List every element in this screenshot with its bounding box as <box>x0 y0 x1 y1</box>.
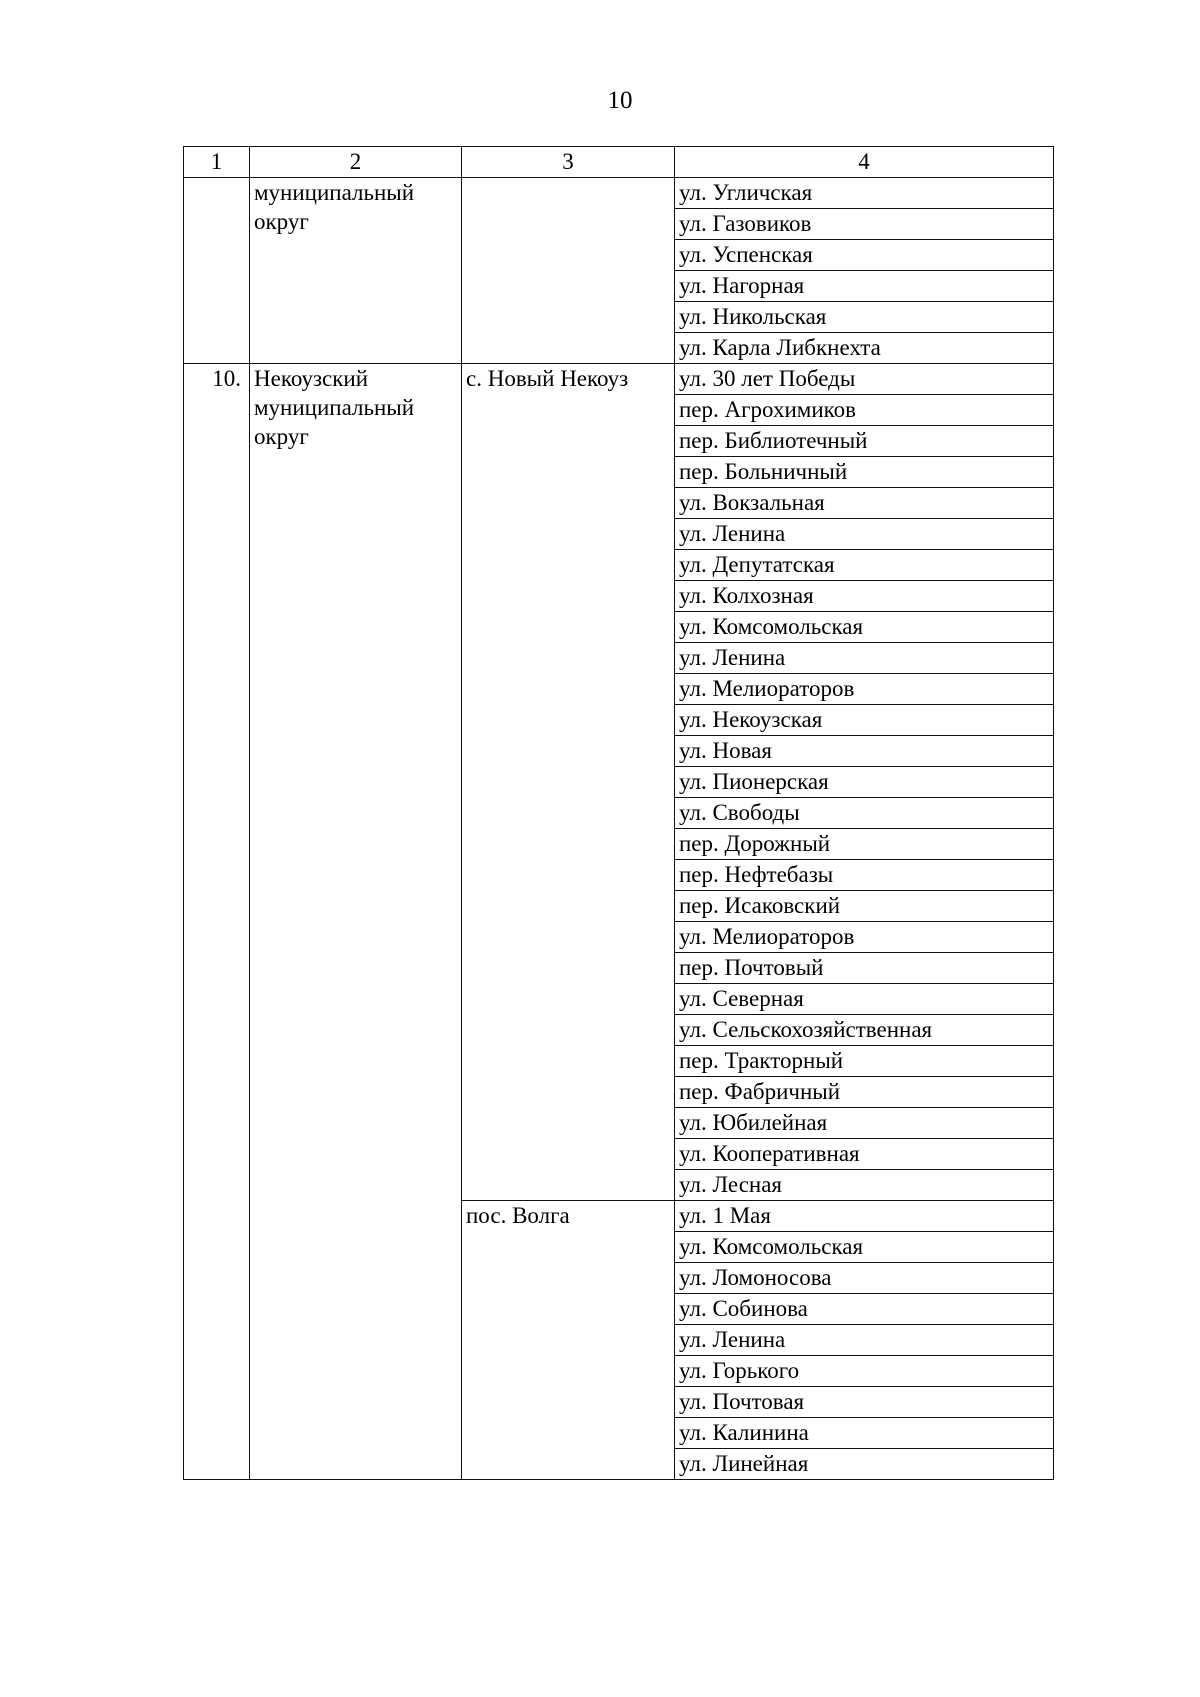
street-cell: ул. Лесная <box>675 1170 1054 1201</box>
entry-number-cell <box>184 178 250 364</box>
street-cell: ул. Ленина <box>675 1325 1054 1356</box>
district-cell: Некоузский муниципальный округ <box>250 364 462 1480</box>
column-header-2: 2 <box>250 147 462 178</box>
street-cell: ул. Карла Либкнехта <box>675 333 1054 364</box>
street-cell: ул. Успенская <box>675 240 1054 271</box>
street-cell: ул. Пионерская <box>675 767 1054 798</box>
street-cell: ул. Комсомольская <box>675 612 1054 643</box>
street-cell: ул. Новая <box>675 736 1054 767</box>
table-header-row <box>184 147 1054 178</box>
column-header-1: 1 <box>184 147 250 178</box>
street-cell: пер. Больничный <box>675 457 1054 488</box>
street-cell: ул. Собинова <box>675 1294 1054 1325</box>
entry-number-cell: 10. <box>184 364 250 1480</box>
street-cell: ул. Угличская <box>675 178 1054 209</box>
street-cell: ул. Депутатская <box>675 550 1054 581</box>
district-cell: муниципальный округ <box>250 178 462 364</box>
street-cell: ул. Кооперативная <box>675 1139 1054 1170</box>
street-cell: ул. Колхозная <box>675 581 1054 612</box>
street-cell: ул. Вокзальная <box>675 488 1054 519</box>
street-cell: ул. Мелиораторов <box>675 922 1054 953</box>
street-cell: пер. Нефтебазы <box>675 860 1054 891</box>
page-number: 10 <box>607 87 633 114</box>
street-cell: ул. Мелиораторов <box>675 674 1054 705</box>
street-cell: пер. Агрохимиков <box>675 395 1054 426</box>
settlement-cell: пос. Волга <box>462 1201 675 1480</box>
street-cell: ул. Нагорная <box>675 271 1054 302</box>
street-cell: ул. Комсомольская <box>675 1232 1054 1263</box>
street-cell: ул. Ломоносова <box>675 1263 1054 1294</box>
street-cell: ул. Свободы <box>675 798 1054 829</box>
street-cell: ул. Горького <box>675 1356 1054 1387</box>
column-header-4: 4 <box>675 147 1054 178</box>
street-cell: пер. Фабричный <box>675 1077 1054 1108</box>
street-cell: ул. Калинина <box>675 1418 1054 1449</box>
column-header-3: 3 <box>462 147 675 178</box>
table-row <box>184 364 1054 395</box>
street-cell: ул. 1 Мая <box>675 1201 1054 1232</box>
street-cell: ул. Линейная <box>675 1449 1054 1480</box>
streets-table <box>183 146 1054 1480</box>
settlement-cell <box>462 178 675 364</box>
street-cell: ул. Почтовая <box>675 1387 1054 1418</box>
street-cell: ул. Некоузская <box>675 705 1054 736</box>
settlement-cell: с. Новый Некоуз <box>462 364 675 1201</box>
street-cell: пер. Почтовый <box>675 953 1054 984</box>
street-cell: ул. Ленина <box>675 643 1054 674</box>
street-cell: пер. Библиотечный <box>675 426 1054 457</box>
street-cell: пер. Тракторный <box>675 1046 1054 1077</box>
street-cell: ул. Сельскохозяйственная <box>675 1015 1054 1046</box>
street-cell: ул. Газовиков <box>675 209 1054 240</box>
street-cell: ул. Ленина <box>675 519 1054 550</box>
street-cell: ул. 30 лет Победы <box>675 364 1054 395</box>
street-cell: пер. Дорожный <box>675 829 1054 860</box>
street-cell: ул. Северная <box>675 984 1054 1015</box>
street-cell: пер. Исаковский <box>675 891 1054 922</box>
street-cell: ул. Никольская <box>675 302 1054 333</box>
table-row <box>184 178 1054 209</box>
street-cell: ул. Юбилейная <box>675 1108 1054 1139</box>
streets-table-body <box>184 147 1054 1480</box>
